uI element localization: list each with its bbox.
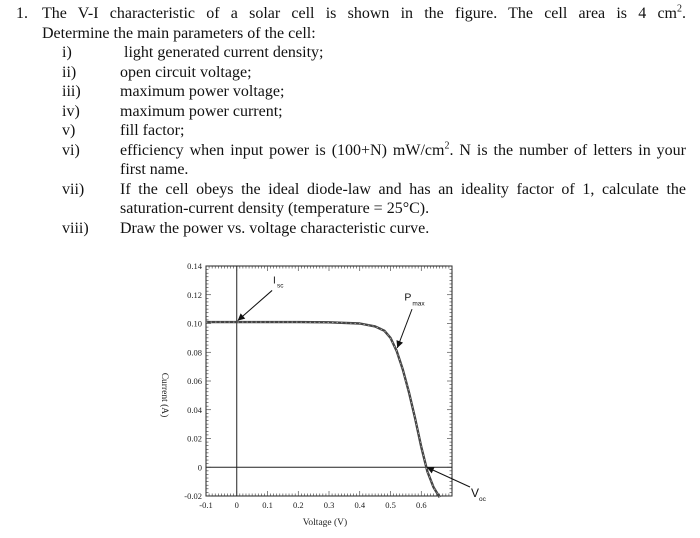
x-axis-label: Voltage (V)	[302, 518, 348, 528]
item-numeral: iii)	[62, 83, 81, 100]
item-text: If the cell obeys the ideal diode-law and has an ideality factor of 1, calculate the saturation-current density (temperature = 25°C).	[120, 180, 686, 217]
list-item	[62, 43, 686, 63]
plot-area	[184, 261, 486, 510]
list-item	[62, 180, 686, 219]
y-tick-label: 0.08	[187, 347, 202, 358]
question-intro-line2: Determine the main parameters of the cell:	[42, 24, 316, 42]
item-numeral: vi)	[62, 141, 80, 159]
y-tick-label: 0.10	[187, 318, 202, 329]
item-text: Draw the power vs. voltage characteristic curve.	[120, 219, 430, 237]
list-item	[62, 82, 686, 102]
list-item	[62, 141, 686, 180]
item-numeral: vii)	[62, 180, 85, 198]
item-text: open circuit voltage;	[120, 63, 252, 81]
x-tick-label: 0.2	[292, 500, 304, 510]
item-numeral: viii)	[62, 219, 89, 237]
question-intro-sup: 2	[677, 3, 682, 15]
voc-annotation: V	[471, 486, 480, 500]
item-text: maximum power voltage;	[120, 83, 285, 100]
item-numeral: i)	[62, 44, 72, 61]
item-numeral: ii)	[62, 63, 77, 81]
isc-annotation: I	[273, 275, 276, 287]
y-tick-label: -0.02	[184, 491, 202, 501]
question-intro: 1. The V-I characteristic of a solar cell is shown in the figure. The cell area is 4 $cm^2$.	[16, 3, 686, 22]
isc-annotation-sub: sc	[277, 282, 284, 290]
item-text: fill factor;	[120, 122, 185, 139]
y-tick-label: 0.04	[187, 404, 202, 415]
x-tick-label: -0.1	[199, 500, 213, 510]
iv-chart	[140, 250, 540, 535]
item-text-sup: 2	[444, 140, 450, 152]
item-text: efficiency when input power is (100+N) mW/cm	[120, 141, 445, 159]
x-tick-label: 0	[234, 500, 239, 510]
question-block	[16, 4, 686, 238]
item-numeral: iv)	[62, 102, 80, 120]
item-text-cont: . N is the number of letters in your first name.	[120, 141, 687, 178]
y-tick-label: 0.12	[187, 289, 202, 300]
list-item	[62, 63, 686, 83]
y-tick-label: 0.02	[187, 433, 202, 444]
y-axis-label: Current (A)	[159, 372, 169, 418]
item-numeral: v)	[62, 122, 76, 139]
y-tick-label: 0	[197, 462, 202, 473]
iv-curve-series	[206, 322, 440, 497]
x-tick-label: 0.5	[385, 500, 396, 510]
voc-annotation-sub: oc	[479, 496, 486, 503]
pmax-annotation-sub: max	[412, 300, 425, 308]
item-text: maximum power current;	[120, 102, 283, 120]
item-text: light generated current density;	[124, 44, 324, 61]
y-tick-label: 0.06	[187, 376, 202, 386]
question-number: 1.	[16, 5, 28, 22]
pmax-annotation: P	[404, 291, 412, 304]
x-tick-label: 0.4	[354, 500, 366, 510]
x-tick-label: 0.3	[323, 500, 335, 510]
question-intro-text: The V-I characteristic of a solar cell is shown in the figure. The cell area is 4 cm	[42, 5, 677, 22]
list-item	[62, 121, 686, 141]
y-tick-label: 0.14	[187, 261, 202, 271]
list-item	[62, 219, 686, 239]
x-tick-label: 0.1	[262, 500, 273, 510]
x-tick-label: 0.6	[415, 500, 427, 510]
item-list	[62, 43, 686, 238]
list-item	[62, 102, 686, 122]
iv-curve-texture	[206, 322, 440, 497]
